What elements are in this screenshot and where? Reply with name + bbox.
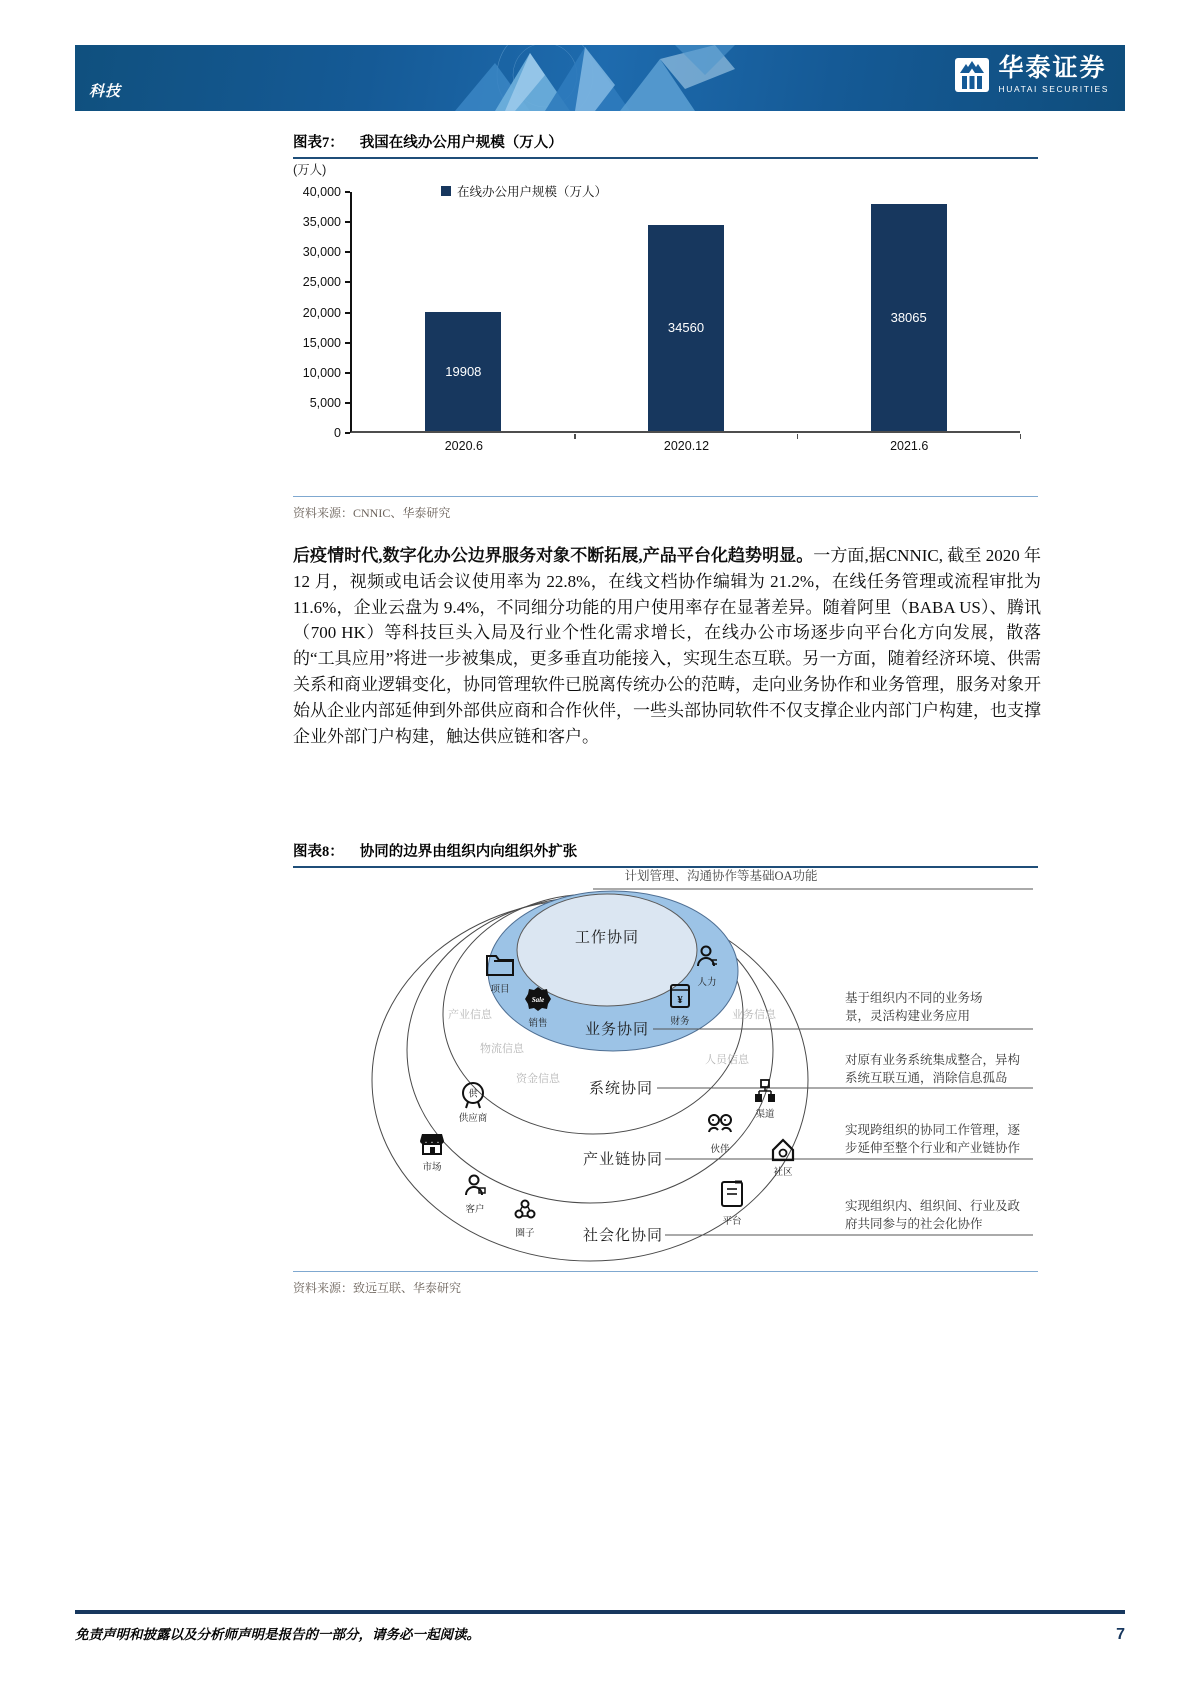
huatai-logo-icon [954, 55, 990, 95]
body-paragraph [293, 543, 1041, 749]
diagram-top-annotation: 计划管理、沟通协作等基础OA功能 [624, 869, 818, 883]
bar-slot [575, 192, 798, 431]
svg-text:Sale: Sale [531, 996, 545, 1004]
sale-badge-icon [525, 987, 551, 1011]
ring-label-industry-chain: 产业链协同 [582, 1152, 664, 1168]
supplier-label: 供应商 [458, 1114, 488, 1124]
community-label: 社区 [773, 1168, 793, 1178]
group-label: 圈子 [515, 1229, 535, 1239]
x-axis [353, 439, 1021, 453]
sales-label: 销售 [528, 1019, 548, 1029]
customer-icon [466, 1176, 485, 1196]
x-tick-label: 2020.12 [663, 439, 710, 453]
page-number: 7 [1116, 1626, 1125, 1643]
footer [75, 1623, 1125, 1644]
ring-label-system: 系统协同 [588, 1081, 654, 1097]
hr-label: 人力 [697, 978, 717, 988]
annotation-system: 对原有业务系统集成整合，异构 系统互联互通，消除信息孤岛 [845, 1053, 1021, 1085]
ring-label-work: 工作协同 [574, 930, 640, 946]
channel-label: 渠道 [755, 1110, 775, 1120]
platform-icon [722, 1182, 742, 1206]
svg-text:供: 供 [468, 1088, 478, 1099]
y-axis-unit-label: (万人) [293, 163, 327, 177]
platform-label: 平台 [722, 1217, 742, 1227]
ring-label-business: 业务协同 [584, 1022, 650, 1038]
bar-2020.6 [425, 312, 501, 431]
y-axis: 40,000 35,000 30,000 25,000 20,000 15,000 10,000 5,000 0 [302, 185, 341, 440]
customer-label: 客户 [465, 1205, 485, 1215]
bar-value-label: 34560 [667, 320, 705, 336]
market-shop-icon [420, 1134, 444, 1154]
partners-icon [709, 1115, 731, 1132]
figure8-diagram [293, 864, 1038, 1268]
bar-2021.6 [871, 204, 947, 431]
project-label: 项目 [490, 985, 510, 995]
bar-slot [797, 192, 1020, 431]
legend-label: 在线办公用户规模（万人） [457, 185, 608, 199]
figure7-title [293, 131, 1038, 159]
svg-text:¥: ¥ [677, 994, 683, 1006]
community-house-icon [773, 1140, 793, 1160]
brand-name-cn: 华泰证券 [998, 54, 1107, 83]
bar-slot [352, 192, 575, 431]
annotation-social: 实现组织内、组织间、行业及政 府共同参与的社会化协作 [845, 1199, 1021, 1231]
figure7-title-prefix: 图表7： [293, 135, 344, 151]
figure7-bar-chart [293, 160, 1038, 470]
x-tick-label: 2021.6 [890, 439, 929, 453]
annotation-industry-chain: 实现跨组织的协同工作管理，逐 步延伸至整个行业和产业链协作 [845, 1123, 1021, 1155]
footer-disclaimer: 免责声明和披露以及分析师声明是报告的一部分，请务必一起阅读。 [75, 1627, 480, 1642]
circle-group-icon [516, 1201, 535, 1218]
section-label: 科技 [89, 84, 122, 100]
info-label-personnel: 人员信息 [705, 1054, 749, 1066]
info-label-logistics: 物流信息 [480, 1043, 524, 1055]
bar-value-label: 38065 [890, 309, 927, 325]
figure7-source: 资料来源：CNNIC、华泰研究 [293, 496, 1038, 521]
figure8-title-prefix: 图表8： [293, 844, 344, 860]
market-label: 市场 [422, 1163, 442, 1173]
figure8-source: 资料来源：致远互联、华泰研究 [293, 1271, 1038, 1296]
partners-label: 伙伴 [710, 1145, 730, 1155]
figure8-title-text: 协同的边界由组织内向组织外扩张 [359, 844, 578, 860]
bars-area [350, 192, 1020, 433]
brand-name-en: HUATAI SECURITIES [998, 84, 1109, 95]
ring-label-social: 社会化协同 [582, 1228, 664, 1244]
paragraph-rest: 一方面,据CNNIC, 截至 2020 年 12 月，视频或电话会议使用率为 22.8%，在线文档协作编辑为 21.2%，在线任务管理或流程审批为 11.6%，企业云盘为 9.4%，不同细分功能的用户使用率存在显著差异。随着阿里（BABA US）、腾讯（700 HK）等科技巨头入局及行业个性化需求增长，在线办公市场逐步向平台化方向发展，散落的“工具应用”将进一步被集成，更多垂直功能接入，实现生态互联。另一方面，随着经济环境、供需关系和商业逻辑变化，协同管理软件已脱离传统办公的范畴，走向业务协作和业务管理，服务对象开始从企业内部延伸到外部供应商和合作伙伴，一些头部协同软件不仅支撑企业内部门户构建，也支撑企业外部门户构建，触达供应链和客户。 [293, 546, 1041, 746]
brand-logo [954, 55, 1109, 95]
finance-label: 财务 [670, 1017, 690, 1027]
bar-2020.12 [648, 225, 724, 431]
paragraph-bold-lead: 后疫情时代,数字化办公边界服务对象不断拓展,产品平台化趋势明显。 [293, 546, 814, 565]
bar-value-label: 19908 [445, 364, 482, 380]
info-label-business: 业务信息 [732, 1009, 776, 1021]
info-label-capital: 资金信息 [516, 1073, 560, 1085]
footer-divider [75, 1610, 1125, 1614]
info-label-industry: 产业信息 [448, 1009, 492, 1021]
channel-sitemap-icon [755, 1080, 775, 1102]
header-banner [75, 45, 1125, 111]
figure7-title-text: 我国在线办公用户规模（万人） [359, 135, 563, 151]
x-tick-label: 2020.6 [444, 439, 483, 453]
annotation-business: 基于组织内不同的业务场 景，灵活构建业务应用 [845, 991, 983, 1023]
